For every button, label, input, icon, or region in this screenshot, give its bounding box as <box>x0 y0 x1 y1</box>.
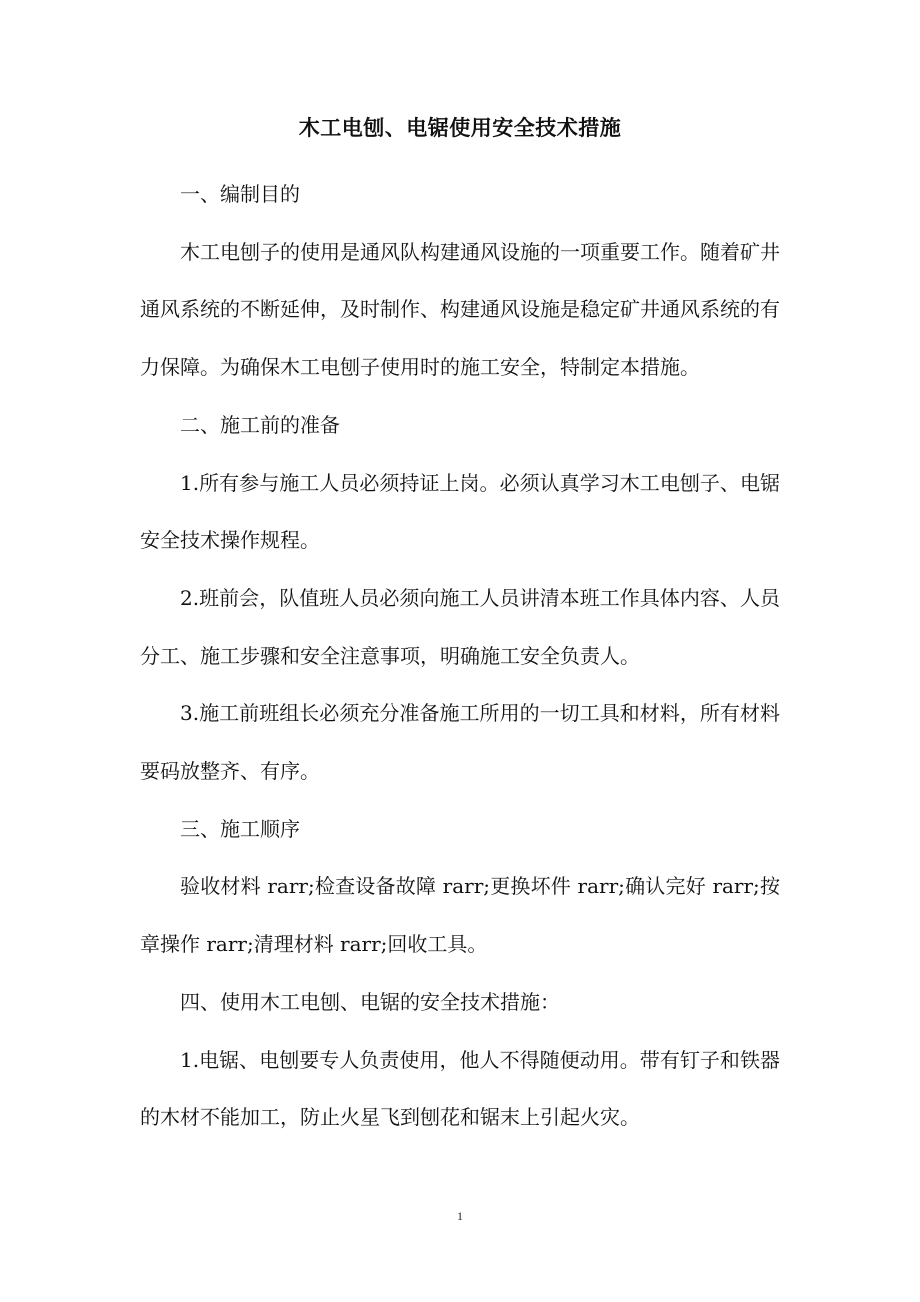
section-heading-sequence: 三、施工顺序 <box>180 816 300 841</box>
paragraph-safety-1: 1.电锯、电刨要专人负责使用，他人不得随便动用。带有钉子和铁器的木材不能加工，防止火星飞到刨花和锯末上引起火灾。 <box>140 1047 780 1130</box>
paragraph-preparation-2: 2.班前会，队值班人员必须向施工人员讲清本班工作具体内容、人员分工、施工步骤和安全注意事项，明确施工安全负责人。 <box>140 585 780 668</box>
paragraph-sequence: 验收材料 rarr;检查设备故障 rarr;更换坏件 rarr;确认完好 rarr;按章操作 rarr;清理材料 rarr;回收工具。 <box>140 874 780 957</box>
section-heading-preparation: 二、施工前的准备 <box>180 412 340 437</box>
section-heading-safety-measures: 四、使用木工电刨、电锯的安全技术措施： <box>180 989 560 1014</box>
paragraph-preparation-1: 1.所有参与施工人员必须持证上岗。必须认真学习木工电刨子、电锯安全技术操作规程。 <box>140 470 780 553</box>
document-body <box>140 166 780 1147</box>
section-heading-purpose: 一、编制目的 <box>180 182 300 206</box>
paragraph-purpose: 木工电刨子的使用是通风队构建通风设施的一项重要工作。随着矿井通风系统的不断延伸，及时制作、构建通风设施是稳定矿井通风系统的有力保障。为确保木工电刨子使用时的施工安全，特制定本措施。 <box>140 239 780 380</box>
paragraph-preparation-3: 3.施工前班组长必须充分准备施工所用的一切工具和材料，所有材料要码放整齐、有序。 <box>140 701 780 784</box>
document-title: 木工电刨、电锯使用安全技术措施 <box>298 116 622 140</box>
page-number: 1 <box>457 1209 463 1223</box>
